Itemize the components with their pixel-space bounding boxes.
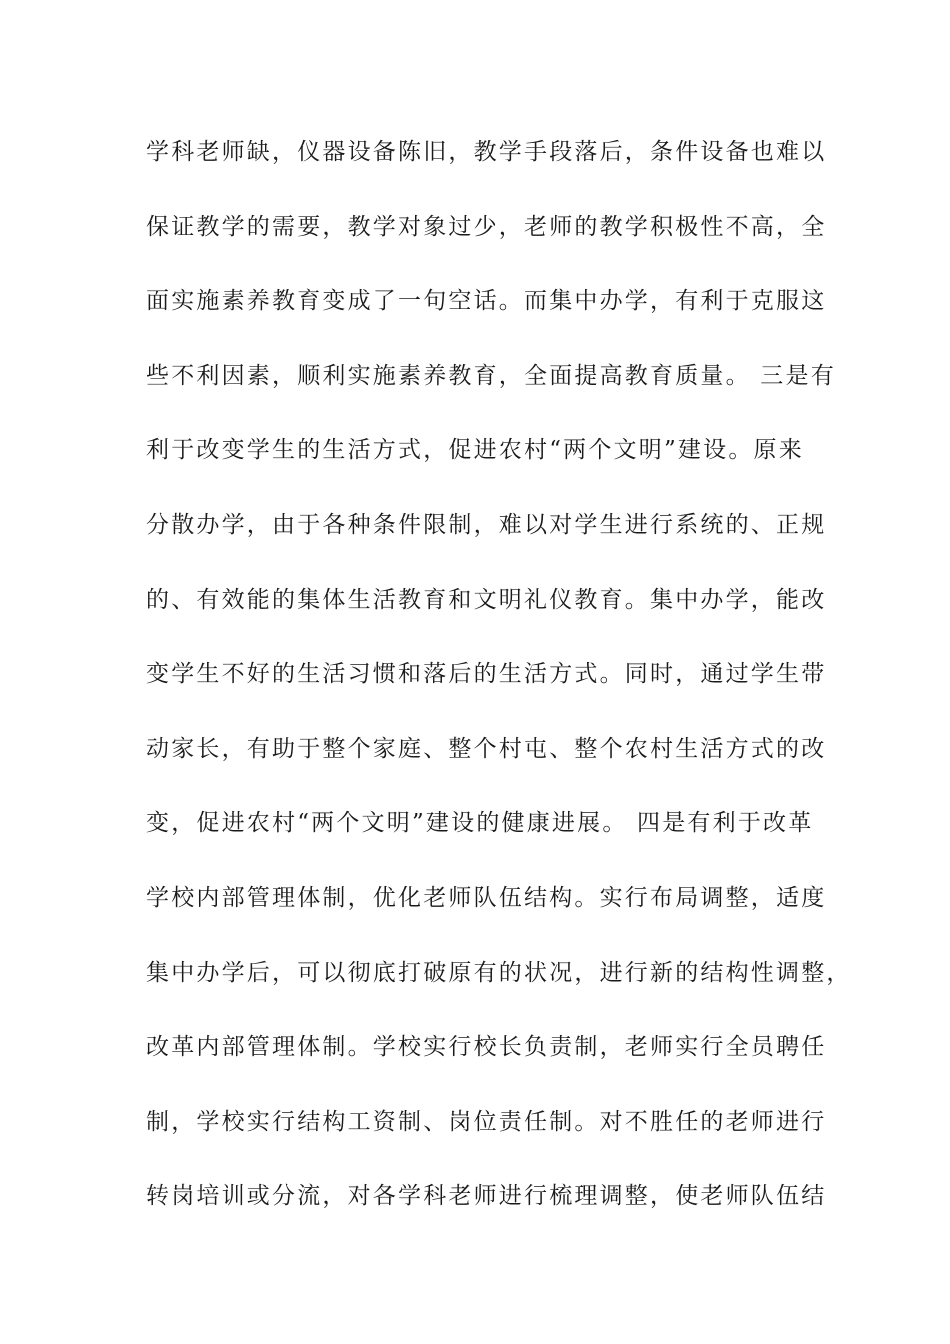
text-line: 分散办学，由于各种条件限制，难以对学生进行系统的、正规	[146, 511, 827, 538]
text-line: 改革内部管理体制。学校实行校长负责制，老师实行全员聘任	[146, 1034, 827, 1061]
text-line: 转岗培训或分流，对各学科老师进行梳理调整，使老师队伍结	[146, 1183, 827, 1210]
text-line: 保证教学的需要，教学对象过少，老师的教学积极性不高，全	[146, 213, 827, 240]
text-line: 制，学校实行结构工资制、岗位责任制。对不胜任的老师进行	[146, 1108, 827, 1135]
text-line: 的、有效能的集体生活教育和文明礼仪教育。集中办学，能改	[146, 586, 827, 613]
text-line: 面实施素养教育变成了一句空话。而集中办学，有利于克服这	[146, 288, 827, 315]
text-line: 变学生不好的生活习惯和落后的生活方式。同时，通过学生带	[146, 661, 827, 688]
text-line: 学科老师缺，仪器设备陈旧，教学手段落后，条件设备也难以	[146, 139, 827, 165]
text-line: 学校内部管理体制，优化老师队伍结构。实行布局调整，适度	[146, 884, 827, 911]
text-line: 变，促进农村“两个文明”建设的健康进展。 四是有利于改革	[146, 810, 814, 837]
text-line: 利于改变学生的生活方式，促进农村“两个文明”建设。原来	[146, 437, 804, 464]
text-line: 些不利因素，顺利实施素养教育，全面提高教育质量。 三是有	[146, 362, 836, 389]
body-text	[146, 129, 852, 1248]
text-line: 集中办学后，可以彻底打破原有的状况，进行新的结构性调整，	[146, 959, 852, 986]
text-line: 动家长，有助于整个家庭、整个村屯、整个农村生活方式的改	[146, 735, 827, 762]
